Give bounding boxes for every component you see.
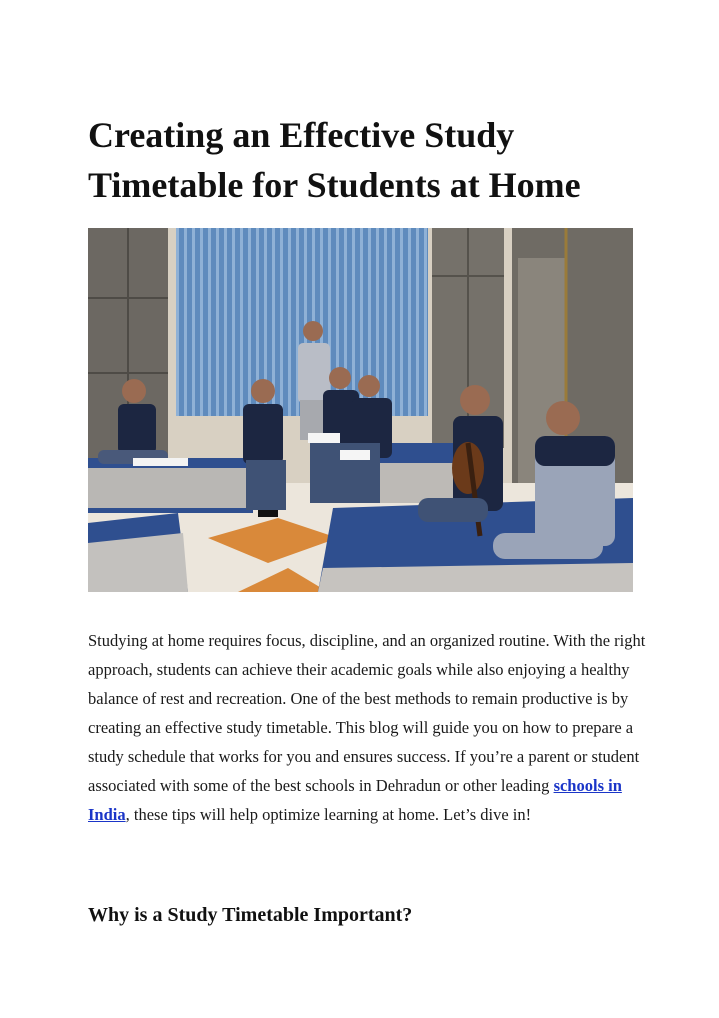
intro-text-before-link: Studying at home requires focus, discipline, and an organized routine. With the right approach, students can achieve their academic goals while also enjoying a healthy balance of rest and recreation. One of the best methods to remain productive is by creating an effective study timetable. This blog will guide you on how to prepare a study schedule that works for you and ensures success. If you’re a parent or student associated with some of the best schools in Dehradun or other leading [88,631,646,795]
intro-text-after-link: , these tips will help optimize learning at home. Let’s dive in! [125,805,532,824]
schools-in-india-link[interactable]: schools in India [88,776,622,824]
article-hero-image [88,228,633,592]
students-studying-illustration [88,228,633,592]
section-heading: Why is a Study Timetable Important? [88,904,413,926]
article-title: Creating an Effective Study Timetable for Students at Home [88,115,581,205]
intro-paragraph [88,626,648,829]
